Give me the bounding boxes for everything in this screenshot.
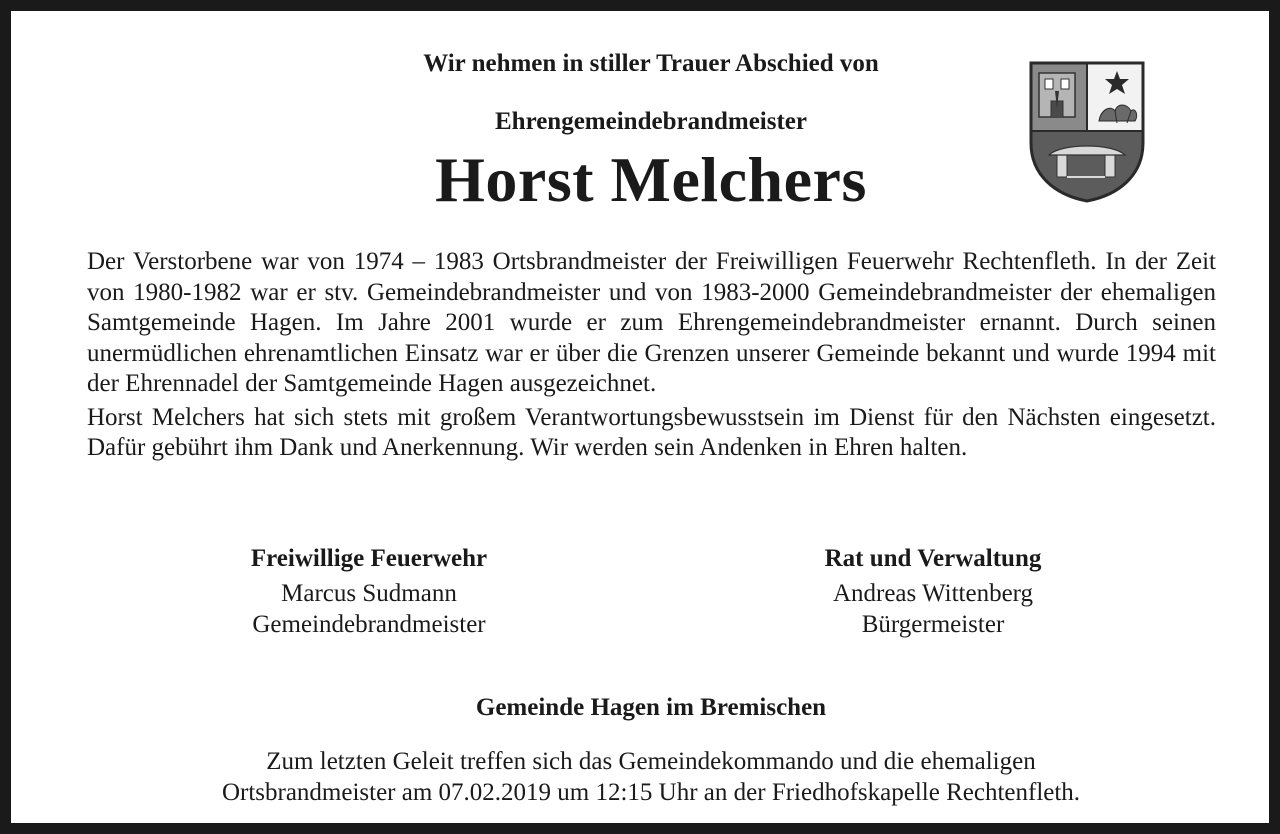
signatory-role: Gemeindebrandmeister xyxy=(252,611,486,638)
signatory-person: Marcus Sudmann xyxy=(281,580,457,607)
signatory-role: Bürgermeister xyxy=(861,611,1005,638)
municipality-name: Gemeinde Hagen im Bremischen xyxy=(475,694,827,721)
funeral-line: Ortsbrandmeister am 07.02.2019 um 12:15 Uhr an der Friedhofskapelle Rechtenfleth. xyxy=(221,779,1081,806)
signatory-person: Andreas Wittenberg xyxy=(832,580,1034,607)
intro-line: Wir nehmen in stiller Trauer Abschied von xyxy=(423,50,879,77)
deceased-name: Horst Melchers xyxy=(435,144,867,215)
funeral-announcement xyxy=(11,746,1280,808)
signatory-organization: Rat und Verwaltung xyxy=(824,545,1042,572)
signatory-organization: Freiwillige Feuerwehr xyxy=(250,545,488,572)
signature-block-council xyxy=(703,543,1163,640)
crest-lower-field xyxy=(1027,131,1147,205)
signature-block-fire-brigade xyxy=(139,543,599,640)
coat-of-arms-icon xyxy=(1027,59,1147,205)
body-paragraph-tribute: Horst Melchers hat sich stets mit großem Verantwortungsbewusstsein im Dienst für den Nächsten eingesetzt. Dafür gebührt ihm Dank und Anerkennung. Wir werden sein Andenken in Ehren halten. xyxy=(87,403,1216,461)
funeral-line: Zum letzten Geleit treffen sich das Gemeindekommando und die ehemaligen xyxy=(266,748,1036,775)
honorary-title: Ehrengemeindebrandmeister xyxy=(494,108,807,135)
body-paragraph-career: Der Verstorbene war von 1974 – 1983 Ortsbrandmeister der Freiwilligen Feuerwehr Rechtenfleth. In der Zeit von 1980-1982 war er stv. Gemeindebrandmeister und von 1983-2000 Gemeindebrandmeister der ehemaligen Samtgemeinde Hagen. Im Jahre 2001 wurde er zum Ehrengemeindebrandmeister ernannt. Durch seinen unermüdlichen ehrenamtlichen Einsatz war er über die Grenzen unserer Gemeinde bekannt und wurde 1994 mit der Ehrennadel der Samtgemeinde Hagen ausgezeichnet. xyxy=(87,248,1216,397)
obituary-body xyxy=(87,247,1216,467)
